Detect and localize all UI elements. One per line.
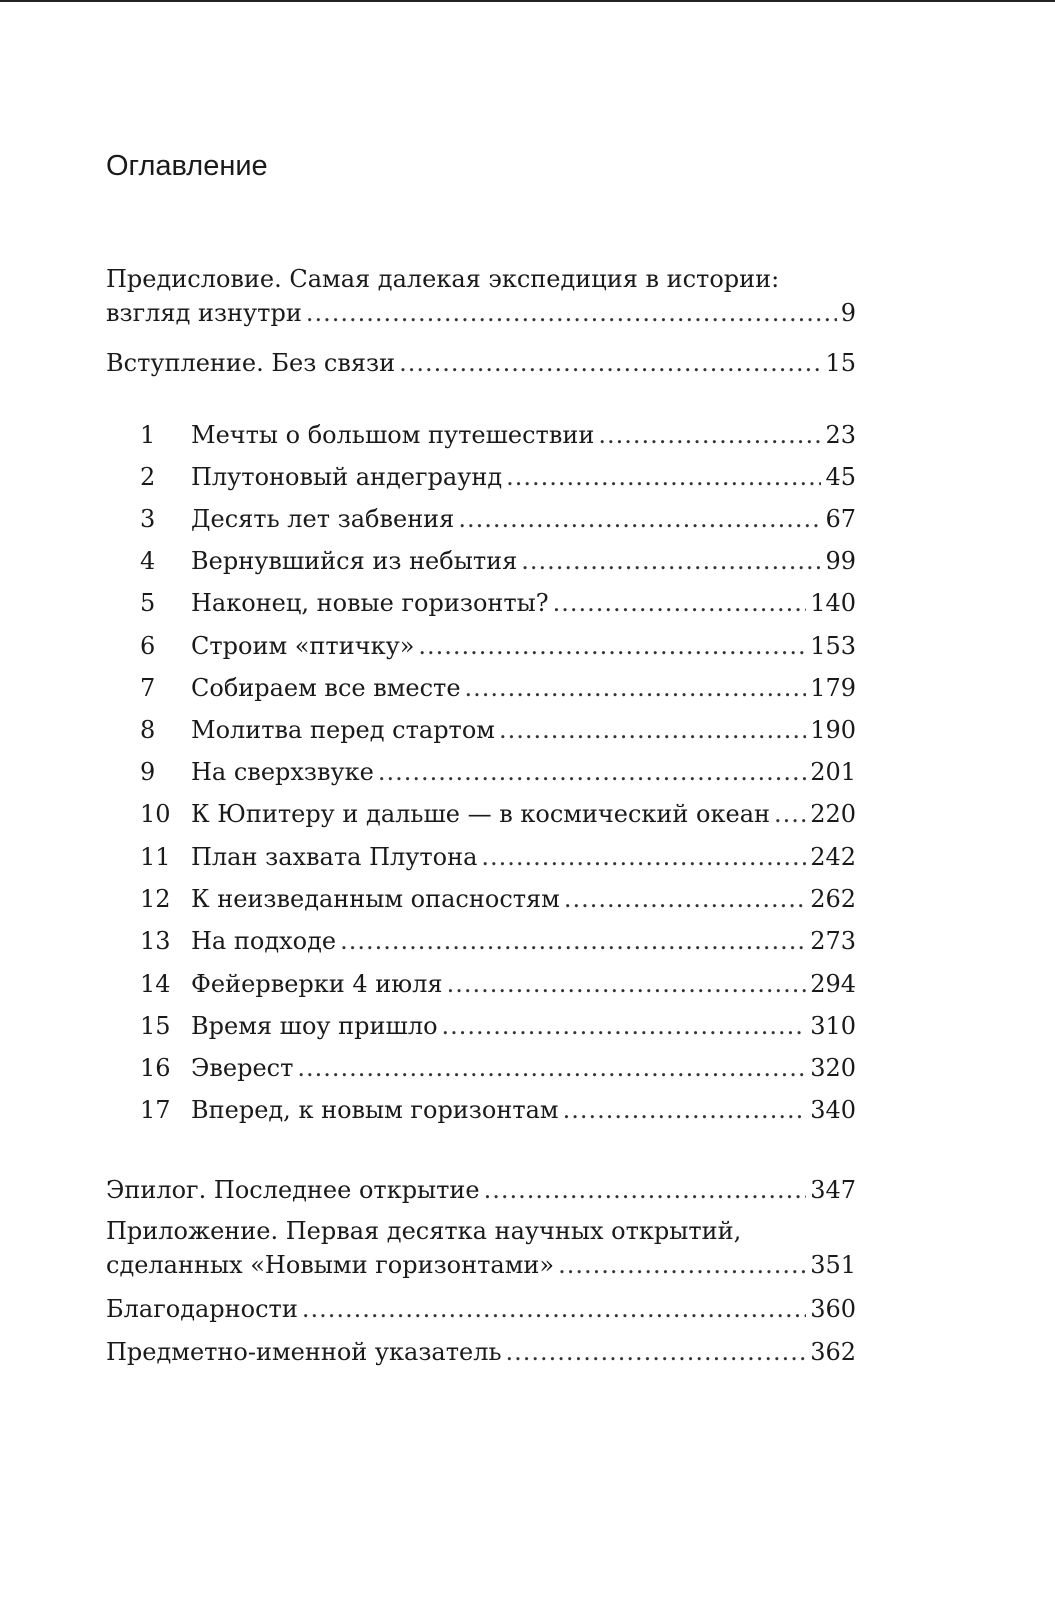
- dot-leader: [458, 502, 821, 536]
- dot-leader: [564, 882, 806, 916]
- chapter-number: 6: [140, 632, 156, 660]
- dot-leader: [297, 1051, 806, 1085]
- entry-title: Благодарности: [106, 1295, 298, 1323]
- toc-entry-chapter[interactable]: [106, 882, 856, 916]
- toc-entry-chapter[interactable]: [106, 924, 856, 958]
- entry-page-number: 310: [810, 1012, 856, 1040]
- entry-title: Наконец, новые горизонты?: [191, 589, 549, 617]
- toc-entry-chapter[interactable]: [106, 418, 856, 452]
- entry-title: Плутоновый андеграунд: [191, 463, 503, 491]
- entry-title: Эпилог. Последнее открытие: [106, 1176, 480, 1204]
- toc-entry-chapter[interactable]: [106, 1009, 856, 1043]
- dot-leader: [465, 671, 807, 705]
- entry-page-number: 351: [810, 1251, 856, 1279]
- entry-title: Фейерверки 4 июля: [191, 970, 443, 998]
- entry-page-number: 190: [810, 716, 856, 744]
- toc-entry-chapter[interactable]: [106, 1093, 856, 1127]
- chapter-number: 10: [140, 800, 171, 828]
- chapter-number: 17: [140, 1096, 171, 1124]
- entry-title: Предметно-именной указатель: [106, 1338, 502, 1366]
- chapter-number: 5: [140, 589, 156, 617]
- entry-title: Собираем все вместе: [191, 674, 461, 702]
- entry-page-number: 23: [825, 421, 856, 449]
- entry-page-number: 15: [825, 349, 856, 377]
- entry-title: Строим «птичку»: [191, 632, 415, 660]
- entry-page-number: 67: [825, 505, 856, 533]
- toc-entry-introduction[interactable]: [106, 346, 856, 380]
- toc-entry-chapter[interactable]: [106, 502, 856, 536]
- entry-title: Вперед, к новым горизонтам: [191, 1096, 559, 1124]
- entry-page-number: 140: [810, 589, 856, 617]
- entry-title: Эверест: [191, 1054, 294, 1082]
- chapter-number: 1: [140, 421, 156, 449]
- entry-page-number: 45: [825, 463, 856, 491]
- entry-page-number: 179: [810, 674, 856, 702]
- dot-leader: [598, 418, 821, 452]
- entry-page-number: 262: [810, 885, 856, 913]
- dot-leader: [484, 1173, 807, 1207]
- dot-leader: [442, 1009, 807, 1043]
- entry-title: План захвата Плутона: [191, 843, 478, 871]
- chapter-number: 16: [140, 1054, 171, 1082]
- entry-title: На сверхзвуке: [191, 758, 374, 786]
- entry-page-number: 153: [810, 632, 856, 660]
- toc-entry-chapter[interactable]: [106, 797, 856, 831]
- entry-page-number: 360: [810, 1295, 856, 1323]
- entry-page-number: 320: [810, 1054, 856, 1082]
- toc-entry-preface[interactable]: [106, 262, 856, 330]
- entry-page-number: 220: [810, 800, 856, 828]
- dot-leader: [499, 713, 806, 747]
- dot-leader: [447, 967, 807, 1001]
- entry-title: На подходе: [191, 927, 337, 955]
- chapter-number: 7: [140, 674, 156, 702]
- chapter-number: 14: [140, 970, 171, 998]
- toc-entry-acknowledgments[interactable]: [106, 1292, 856, 1326]
- toc-entry-epilogue[interactable]: [106, 1173, 856, 1207]
- chapter-number: 2: [140, 463, 156, 491]
- entry-title: Время шоу пришло: [191, 1012, 438, 1040]
- dot-leader: [302, 1292, 806, 1326]
- dot-leader: [340, 924, 806, 958]
- entry-page-number: 99: [825, 547, 856, 575]
- entry-page-number: 242: [810, 843, 856, 871]
- dot-leader: [558, 1248, 806, 1282]
- entry-page-number: 294: [810, 970, 856, 998]
- toc-entry-chapter[interactable]: [106, 586, 856, 620]
- entry-title: взгляд изнутри: [106, 299, 302, 327]
- entry-title-line1: Предисловие. Самая далекая экспедиция в истории:: [106, 265, 780, 293]
- entry-title: Молитва перед стартом: [191, 716, 495, 744]
- entry-page-number: 201: [810, 758, 856, 786]
- toc-entry-chapter[interactable]: [106, 967, 856, 1001]
- chapter-number: 4: [140, 547, 156, 575]
- entry-title: Вернувшийся из небытия: [191, 547, 518, 575]
- dot-leader: [306, 296, 837, 330]
- dot-leader: [774, 797, 806, 831]
- toc-entry-chapter[interactable]: [106, 671, 856, 705]
- top-rule: [0, 0, 1055, 2]
- chapter-number: 13: [140, 927, 171, 955]
- chapter-number: 8: [140, 716, 156, 744]
- entry-page-number: 347: [810, 1176, 856, 1204]
- entry-page-number: 340: [810, 1096, 856, 1124]
- toc-entry-index[interactable]: [106, 1335, 856, 1369]
- toc-entry-appendix[interactable]: [106, 1214, 856, 1282]
- dot-leader: [521, 544, 821, 578]
- entry-title: Мечты о большом путешествии: [191, 421, 595, 449]
- dot-leader: [378, 755, 806, 789]
- toc-entry-chapter[interactable]: [106, 544, 856, 578]
- toc-entry-chapter[interactable]: [106, 460, 856, 494]
- chapter-number: 9: [140, 758, 156, 786]
- entry-title: сделанных «Новыми горизонтами»: [106, 1251, 555, 1279]
- toc-entry-chapter[interactable]: [106, 840, 856, 874]
- entry-title-line1: Приложение. Первая десятка научных открытий,: [106, 1217, 742, 1245]
- entry-page-number: 9: [840, 299, 856, 327]
- entry-title: К неизведанным опасностям: [191, 885, 560, 913]
- entry-title: К Юпитеру и дальше — в космический океан: [191, 800, 771, 828]
- toc-entry-chapter[interactable]: [106, 755, 856, 789]
- dot-leader: [506, 1335, 807, 1369]
- toc-entry-chapter[interactable]: [106, 1051, 856, 1085]
- dot-leader: [553, 586, 807, 620]
- dot-leader: [418, 629, 806, 663]
- chapter-number: 15: [140, 1012, 171, 1040]
- page-title: Оглавление: [106, 150, 268, 182]
- entry-title: Вступление. Без связи: [106, 349, 396, 377]
- dot-leader: [481, 840, 806, 874]
- entry-page-number: 273: [810, 927, 856, 955]
- dot-leader: [506, 460, 821, 494]
- chapter-number: 3: [140, 505, 156, 533]
- dot-leader: [563, 1093, 807, 1127]
- dot-leader: [399, 346, 821, 380]
- toc-entry-chapter[interactable]: [106, 629, 856, 663]
- toc-entry-chapter[interactable]: [106, 713, 856, 747]
- entry-page-number: 362: [810, 1338, 856, 1366]
- chapter-number: 12: [140, 885, 171, 913]
- entry-title: Десять лет забвения: [191, 505, 455, 533]
- chapter-number: 11: [140, 843, 171, 871]
